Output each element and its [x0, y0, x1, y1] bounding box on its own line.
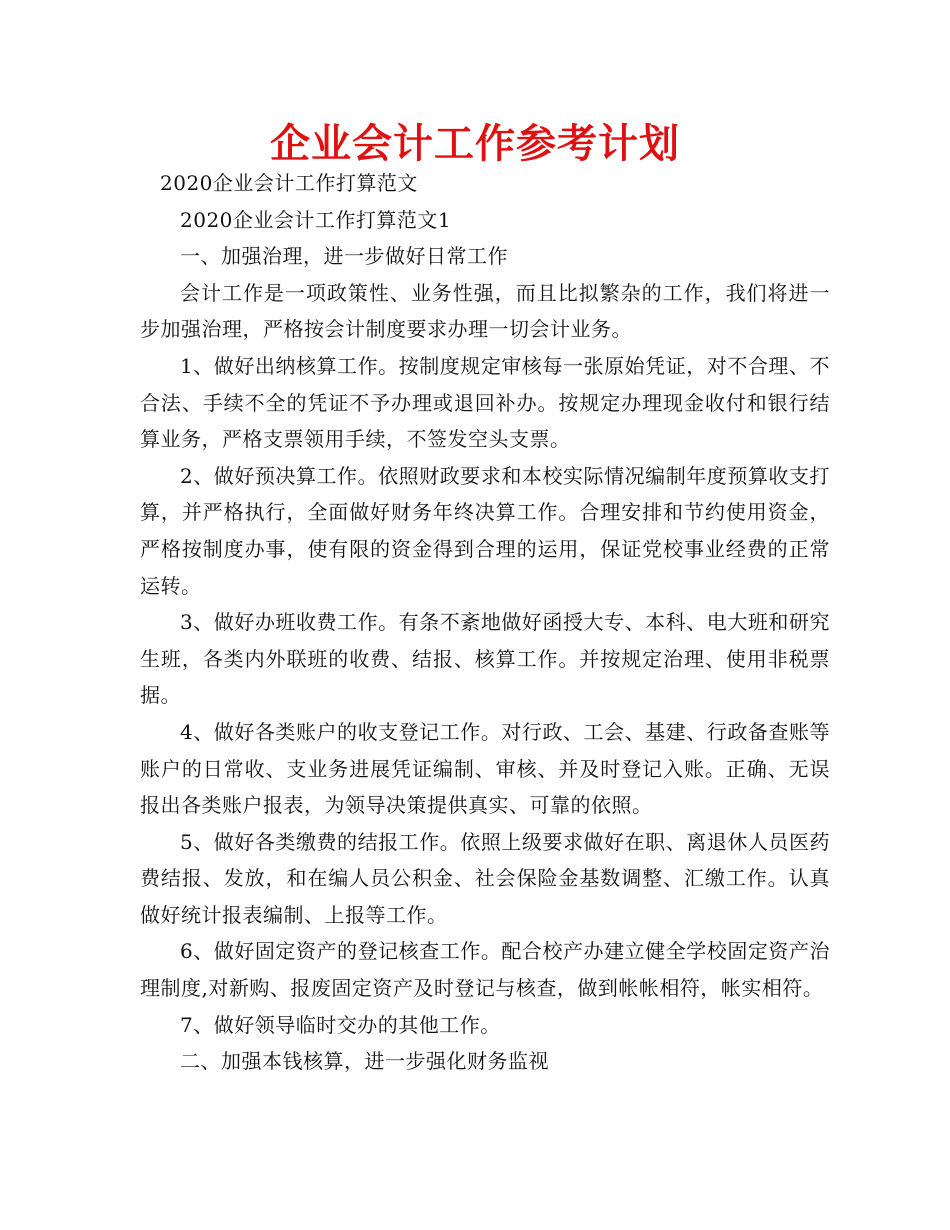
- paragraph: 会计工作是一项政策性、业务性强，而且比拟繁杂的工作，我们将进一步加强治理，严格按会计制度要求办理一切会计业务。: [140, 280, 830, 342]
- document-title: 企业会计工作参考计划: [270, 121, 680, 167]
- paragraph-section-heading: 二、加强本钱核算，进一步强化财务监视: [180, 1049, 549, 1074]
- paragraph: 3、做好办班收费工作。有条不紊地做好函授大专、本科、电大班和研究生班，各类内外联班的收费、结报、核算工作。并按规定治理、使用非税票据。: [140, 610, 830, 708]
- paragraph: 7、做好领导临时交办的其他工作。: [180, 1012, 501, 1037]
- paragraph-heading: 2020企业会计工作打算范文: [160, 171, 418, 195]
- paragraph: 6、做好固定资产的登记核查工作。配合校产办建立健全学校固定资产治理制度,对新购、报废固定资产及时登记与核查，做到帐帐相符，帐实相符。: [140, 939, 830, 1001]
- document-body: [140, 165, 830, 1080]
- paragraph-subheading: 2020企业会计工作打算范文1: [180, 207, 452, 232]
- paragraph: 4、做好各类账户的收支登记工作。对行政、工会、基建、行政备查账等账户的日常收、支业务进展凭证编制、审核、并及时登记入账。正确、无误报出各类账户报表，为领导决策提供真实、可靠的依照。: [140, 719, 830, 818]
- paragraph-section-heading: 一、加强治理，进一步做好日常工作: [180, 244, 508, 269]
- paragraph: 5、做好各类缴费的结报工作。依照上级要求做好在职、离退休人员医药费结报、发放，和在编人员公积金、社会保险金基数调整、汇缴工作。认真做好统计报表编制、上报等工作。: [140, 829, 830, 927]
- paragraph: 2、做好预决算工作。依照财政要求和本校实际情况编制年度预算收支打算，并严格执行，全面做好财务年终决算工作。合理安排和节约使用资金，严格按制度办事，使有限的资金得到合理的运用，保证党校事业经费的正常运转。: [140, 463, 830, 598]
- paragraph: 1、做好出纳核算工作。按制度规定审核每一张原始凭证，对不合理、不合法、手续不全的凭证不予办理或退回补办。按规定办理现金收付和银行结算业务，严格支票领用手续，不签发空头支票。: [140, 353, 830, 452]
